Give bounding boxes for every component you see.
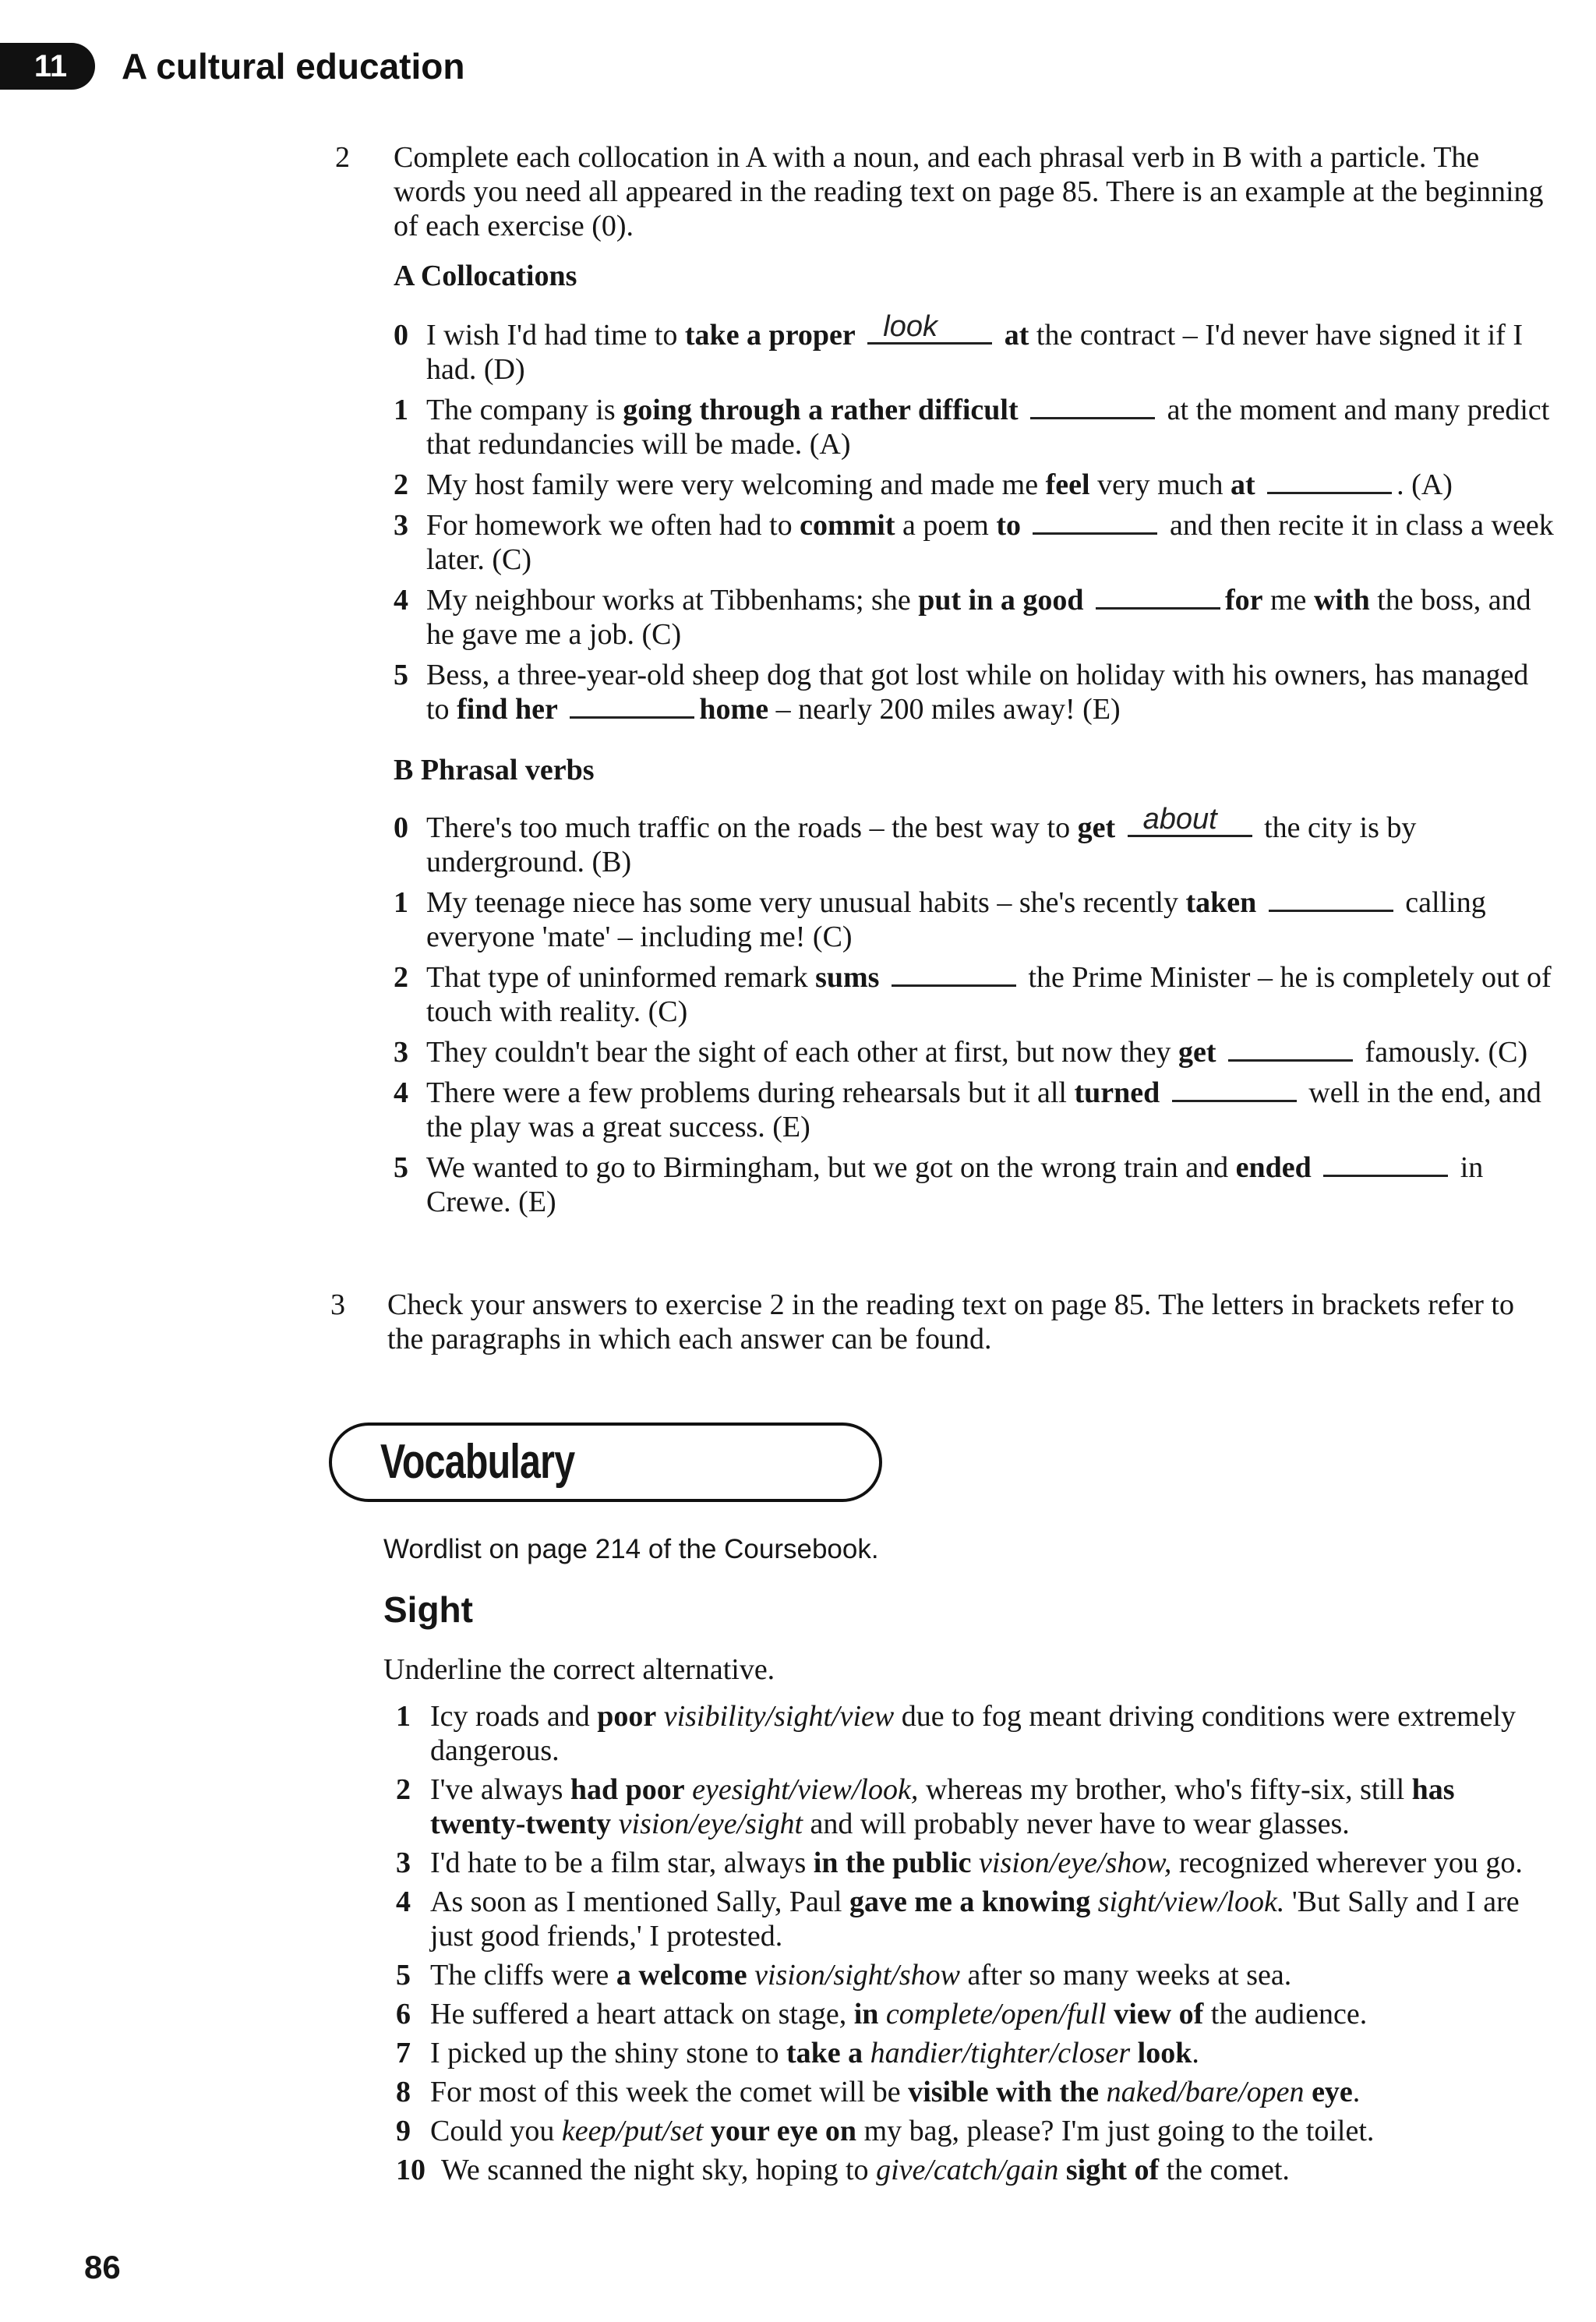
item-text: in Crewe. (E) bbox=[426, 1151, 1484, 1218]
item-text: Bess, a three-year-old sheep dog that got lost while on holiday with his owners, has managed to bbox=[426, 659, 1529, 726]
item-text: 'But Sally and I are just good friends,' I protested. bbox=[430, 1886, 1520, 1953]
item-text: We scanned the night sky, hoping to bbox=[441, 2154, 877, 2186]
item-number: 3 bbox=[394, 509, 408, 542]
item-text: For homework we often had to bbox=[426, 509, 800, 542]
item-bold: going through a rather difficult bbox=[623, 394, 1019, 426]
item-text: He suffered a heart attack on stage, bbox=[430, 1998, 854, 2030]
item-text: the comet. bbox=[1159, 2154, 1290, 2186]
item-bold: ended bbox=[1235, 1151, 1312, 1184]
item-text: . bbox=[1192, 2037, 1199, 2069]
item-bold: put in a good bbox=[918, 584, 1084, 617]
unit-number-badge: 11 bbox=[0, 43, 95, 90]
alternatives[interactable]: vision/eye/show, bbox=[979, 1847, 1172, 1879]
section-b-heading: B Phrasal verbs bbox=[394, 754, 595, 786]
item-text: the city is by underground. (B) bbox=[426, 811, 1417, 878]
item-text: and will probably never have to wear glasses. bbox=[803, 1808, 1350, 1840]
item-bold: get bbox=[1077, 811, 1116, 844]
item-bold: home bbox=[699, 693, 769, 726]
item-text: As soon as I mentioned Sally, Paul bbox=[430, 1886, 849, 1918]
list-item bbox=[394, 960, 1555, 1029]
answer-blank[interactable] bbox=[1172, 1076, 1297, 1102]
item-bold: in bbox=[853, 1998, 879, 2030]
item-bold: look bbox=[1137, 2037, 1192, 2069]
item-text: and then recite it in class a week later. (C) bbox=[426, 509, 1554, 576]
item-number: 2 bbox=[394, 961, 408, 994]
item-bold: find her bbox=[457, 693, 558, 726]
list-item bbox=[396, 1699, 1549, 1768]
item-bold: sight of bbox=[1065, 2154, 1160, 2186]
item-bold: feel bbox=[1045, 468, 1090, 501]
list-item bbox=[396, 2114, 1549, 2148]
item-text: Could you bbox=[430, 2115, 562, 2147]
answer-blank[interactable] bbox=[1267, 468, 1392, 494]
item-text: a poem bbox=[895, 509, 997, 542]
item-text: after so many weeks at sea. bbox=[960, 1959, 1292, 1992]
list-item bbox=[394, 508, 1555, 577]
item-number: 9 bbox=[396, 2115, 411, 2147]
answer-blank[interactable] bbox=[570, 693, 694, 719]
item-bold: eye bbox=[1312, 2076, 1353, 2108]
example-answer: look bbox=[883, 310, 937, 343]
item-text: I'd hate to be a film star, always bbox=[430, 1847, 814, 1879]
item-bold: to bbox=[996, 509, 1021, 542]
answer-blank[interactable] bbox=[1096, 584, 1220, 610]
alternatives[interactable]: vision/sight/show bbox=[754, 1959, 960, 1992]
item-text: That type of uninformed remark bbox=[426, 961, 816, 994]
item-text: due to fog meant driving conditions were extremely dangerous. bbox=[430, 1700, 1517, 1767]
alternatives[interactable]: visibility/sight/view bbox=[663, 1700, 895, 1733]
list-item bbox=[396, 1885, 1549, 1953]
item-text: famously. (C) bbox=[1358, 1036, 1528, 1069]
item-text: my bag, please? I'm just going to the toilet. bbox=[856, 2115, 1375, 2147]
item-bold: a welcome bbox=[616, 1959, 747, 1992]
section-a-heading: A Collocations bbox=[394, 260, 577, 292]
item-number: 5 bbox=[394, 1151, 408, 1184]
unit-title: A cultural education bbox=[122, 46, 465, 87]
item-text: whereas my brother, who's fifty-six, still bbox=[918, 1773, 1412, 1806]
item-bold: poor bbox=[597, 1700, 657, 1733]
exercise-2-number: 2 bbox=[335, 141, 350, 174]
item-number: 10 bbox=[396, 2154, 425, 2186]
exercise-2-instructions: Complete each collocation in A with a noun, and each phrasal verb in B with a particle. The words you need all appeared in the reading text on page 85. There is an example at the beginning of each exercise (0). bbox=[394, 141, 1544, 242]
list-item bbox=[396, 2075, 1549, 2109]
answer-blank[interactable] bbox=[1030, 394, 1155, 419]
item-text: very much bbox=[1089, 468, 1231, 501]
item-bold: take a bbox=[786, 2037, 863, 2069]
list-item bbox=[396, 1997, 1549, 2031]
item-number: 7 bbox=[396, 2037, 411, 2069]
alternatives[interactable]: handier/tighter/closer bbox=[870, 2037, 1131, 2069]
item-bold: view of bbox=[1114, 1998, 1204, 2030]
item-bold: has twenty-twenty bbox=[430, 1773, 1455, 1840]
item-text: My teenage niece has some very unusual habits – she's recently bbox=[426, 886, 1186, 919]
item-text: the contract – I'd never have signed it if I had. (D) bbox=[426, 319, 1524, 386]
item-text: My host family were very welcoming and made me bbox=[426, 468, 1046, 501]
alternatives[interactable]: naked/bare/open bbox=[1106, 2076, 1305, 2108]
item-bold: in the public bbox=[813, 1847, 972, 1879]
answer-blank[interactable] bbox=[867, 310, 992, 345]
item-bold: with bbox=[1313, 584, 1370, 617]
alternatives[interactable]: eyesight/view/look, bbox=[692, 1773, 919, 1806]
item-text: – nearly 200 miles away! (E) bbox=[768, 693, 1121, 726]
item-text: Icy roads and bbox=[430, 1700, 598, 1733]
list-item bbox=[394, 1035, 1555, 1069]
list-item bbox=[394, 468, 1555, 502]
item-text: I picked up the shiny stone to bbox=[430, 2037, 786, 2069]
item-bold: at bbox=[1231, 468, 1255, 501]
list-item bbox=[396, 1846, 1549, 1880]
item-number: 1 bbox=[394, 886, 408, 919]
answer-blank[interactable] bbox=[892, 961, 1016, 987]
item-text: There were a few problems during rehearsals but it all bbox=[426, 1076, 1075, 1109]
answer-blank[interactable] bbox=[1033, 509, 1157, 535]
list-item bbox=[394, 1150, 1555, 1219]
item-bold: at bbox=[1004, 319, 1029, 352]
item-bold: visible with the bbox=[908, 2076, 1100, 2108]
alternatives[interactable]: sight/view/look. bbox=[1097, 1886, 1285, 1918]
item-bold: commit bbox=[800, 509, 895, 542]
list-item bbox=[394, 803, 1555, 879]
item-text: . (A) bbox=[1396, 468, 1453, 501]
vocabulary-title: Vocabulary bbox=[380, 1435, 575, 1489]
phrasal-verbs-list bbox=[394, 803, 1555, 1225]
item-bold: your eye on bbox=[710, 2115, 857, 2147]
page-number: 86 bbox=[84, 2249, 121, 2285]
item-text: the audience. bbox=[1203, 1998, 1368, 2030]
item-number: 0 bbox=[394, 811, 408, 844]
item-bold: for bbox=[1224, 584, 1263, 617]
item-number: 0 bbox=[394, 319, 408, 352]
item-number: 1 bbox=[394, 394, 408, 426]
item-text: We wanted to go to Birmingham, but we got on the wrong train and bbox=[426, 1151, 1236, 1184]
item-text: recognized wherever you go. bbox=[1171, 1847, 1523, 1879]
alternatives[interactable]: vision/eye/sight bbox=[618, 1808, 803, 1840]
item-text: at the moment and many predict that redundancies will be made. (A) bbox=[426, 394, 1550, 461]
collocations-list bbox=[394, 310, 1555, 733]
answer-blank[interactable] bbox=[1323, 1151, 1448, 1177]
exercise-3-text: Check your answers to exercise 2 in the reading text on page 85. The letters in brackets refer to the paragraphs in which each answer can be found. bbox=[387, 1288, 1514, 1355]
item-number: 4 bbox=[394, 584, 408, 617]
sight-heading: Sight bbox=[383, 1589, 473, 1630]
item-text: There's too much traffic on the roads – the best way to bbox=[426, 811, 1078, 844]
item-number: 4 bbox=[394, 1076, 408, 1109]
item-bold: turned bbox=[1074, 1076, 1160, 1109]
item-text: me bbox=[1262, 584, 1314, 617]
list-item bbox=[394, 393, 1555, 461]
list-item bbox=[396, 2036, 1549, 2070]
item-number: 5 bbox=[396, 1959, 411, 1992]
list-item bbox=[394, 885, 1555, 954]
item-number: 3 bbox=[396, 1847, 411, 1879]
alternatives[interactable]: keep/put/set bbox=[561, 2115, 704, 2147]
item-text: The company is bbox=[426, 394, 623, 426]
vocabulary-instruction: Underline the correct alternative. bbox=[383, 1653, 775, 1686]
item-text: For most of this week the comet will be bbox=[430, 2076, 909, 2108]
alternatives[interactable]: complete/open/full bbox=[885, 1998, 1107, 2030]
item-number: 2 bbox=[394, 468, 408, 501]
item-bold: take a proper bbox=[684, 319, 856, 352]
item-number: 3 bbox=[394, 1036, 408, 1069]
item-text: the Prime Minister – he is completely out of touch with reality. (C) bbox=[426, 961, 1552, 1028]
item-text: calling everyone 'mate' – including me! (C) bbox=[426, 886, 1486, 953]
item-number: 6 bbox=[396, 1998, 411, 2030]
item-text: I wish I'd had time to bbox=[426, 319, 685, 352]
unit-header bbox=[0, 43, 857, 90]
alternatives[interactable]: give/catch/gain bbox=[876, 2154, 1059, 2186]
item-bold: taken bbox=[1185, 886, 1257, 919]
list-item bbox=[396, 2153, 1549, 2187]
wordlist-reference: Wordlist on page 214 of the Coursebook. bbox=[383, 1534, 879, 1564]
item-text: well in the end, and the play was a great success. (E) bbox=[426, 1076, 1541, 1143]
item-number: 8 bbox=[396, 2076, 411, 2108]
exercise-3-number: 3 bbox=[330, 1288, 345, 1321]
item-bold: gave me a knowing bbox=[849, 1886, 1091, 1918]
answer-blank[interactable] bbox=[1128, 803, 1252, 837]
list-item bbox=[396, 1958, 1549, 1992]
item-text: They couldn't bear the sight of each other at first, but now they bbox=[426, 1036, 1179, 1069]
answer-blank[interactable] bbox=[1269, 886, 1393, 912]
sight-exercise-list bbox=[396, 1699, 1549, 2192]
item-bold: sums bbox=[815, 961, 880, 994]
item-number: 4 bbox=[396, 1886, 411, 1918]
item-text: the boss, and he gave me a job. (C) bbox=[426, 584, 1531, 651]
item-number: 1 bbox=[396, 1700, 411, 1733]
list-item bbox=[394, 1076, 1555, 1144]
item-text: . bbox=[1352, 2076, 1361, 2108]
list-item bbox=[396, 1772, 1549, 1841]
item-text: My neighbour works at Tibbenhams; she bbox=[426, 584, 919, 617]
example-answer: about bbox=[1142, 803, 1217, 836]
answer-blank[interactable] bbox=[1228, 1036, 1353, 1062]
item-number: 5 bbox=[394, 659, 408, 691]
item-text: I've always bbox=[430, 1773, 570, 1806]
list-item bbox=[394, 310, 1555, 387]
item-bold: get bbox=[1178, 1036, 1216, 1069]
list-item bbox=[394, 658, 1555, 726]
item-bold: had poor bbox=[570, 1773, 685, 1806]
item-number: 2 bbox=[396, 1773, 411, 1806]
list-item bbox=[394, 583, 1555, 652]
item-text: The cliffs were bbox=[430, 1959, 616, 1992]
